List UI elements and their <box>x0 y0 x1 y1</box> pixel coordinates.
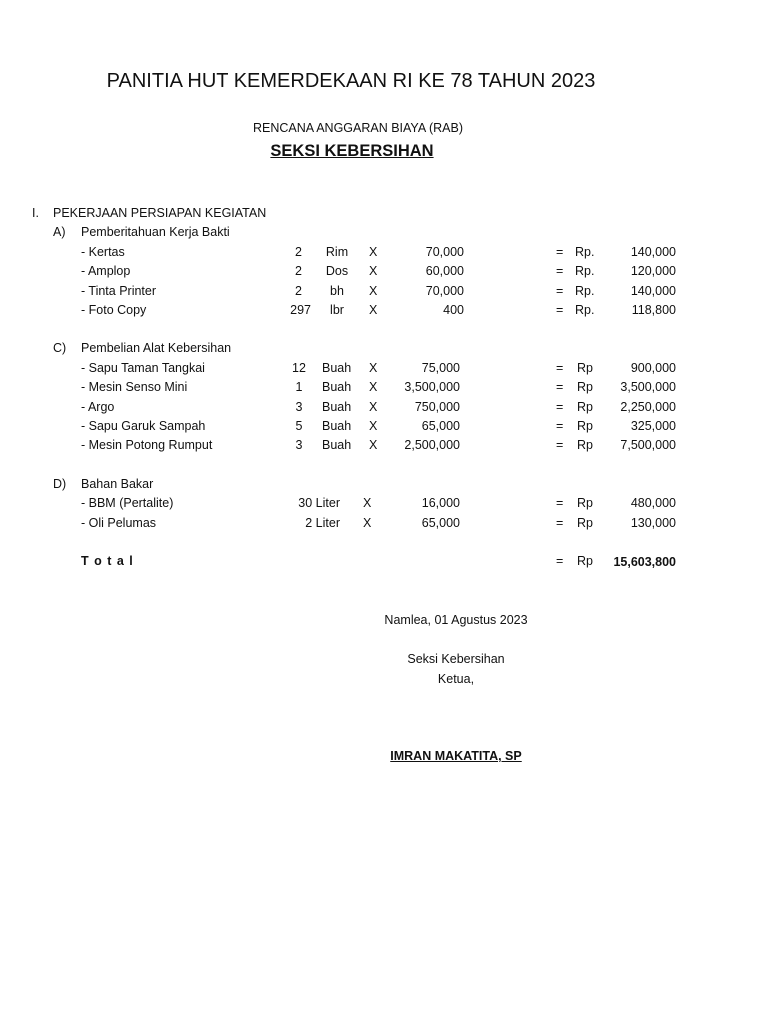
group-title: Pembelian Alat Kebersihan <box>81 341 232 355</box>
multiply-sign: X <box>369 361 378 375</box>
item-qty: 3 <box>295 400 303 414</box>
part-title: PEKERJAAN PERSIAPAN KEGIATAN <box>53 206 267 220</box>
item-name: - Tinta Printer <box>81 284 157 298</box>
multiply-sign: X <box>369 380 378 394</box>
equals-sign: = <box>556 303 564 317</box>
item-name: - Oli Pelumas <box>81 516 157 530</box>
item-qty: 1 <box>295 380 303 394</box>
multiply-sign: X <box>369 284 378 298</box>
item-price: 60,000 <box>425 264 464 278</box>
equals-sign: = <box>556 361 564 375</box>
multiply-sign: X <box>369 438 378 452</box>
item-qty: 3 <box>295 438 303 452</box>
item-total: 2,250,000 <box>620 400 676 414</box>
multiply-sign: X <box>369 400 378 414</box>
document-subtitle: RENCANA ANGGARAN BIAYA (RAB) <box>252 121 463 135</box>
item-qty: 2 <box>295 264 302 278</box>
item-unit: Buah <box>322 400 352 414</box>
item-price: 2,500,000 <box>404 438 460 452</box>
item-qty: 297 <box>290 303 311 317</box>
currency: Rp <box>577 554 593 568</box>
item-qty: 2 <box>295 245 302 259</box>
item-price: 3,500,000 <box>404 380 460 394</box>
item-name: - BBM (Pertalite) <box>81 496 174 510</box>
item-name: - Argo <box>81 400 115 414</box>
equals-sign: = <box>556 438 564 452</box>
multiply-sign: X <box>369 245 378 259</box>
item-price: 16,000 <box>421 496 460 510</box>
equals-sign: = <box>556 554 564 568</box>
currency: Rp. <box>575 245 595 259</box>
item-qty: 5 <box>295 419 303 433</box>
item-total: 140,000 <box>630 284 676 298</box>
item-unit: Dos <box>325 264 349 278</box>
multiply-sign: X <box>363 496 372 510</box>
currency: Rp <box>577 516 593 530</box>
item-unit: Buah <box>322 438 352 452</box>
currency: Rp. <box>575 264 595 278</box>
multiply-sign: X <box>369 303 378 317</box>
currency: Rp <box>577 419 593 433</box>
equals-sign: = <box>556 419 564 433</box>
item-name: - Sapu Taman Tangkai <box>81 361 205 375</box>
item-total: 118,800 <box>631 303 676 317</box>
item-total: 140,000 <box>630 245 676 259</box>
group-title: Bahan Bakar <box>81 477 154 491</box>
item-price: 65,000 <box>421 516 460 530</box>
item-name: - Mesin Potong Rumput <box>81 438 213 452</box>
item-name: - Kertas <box>81 245 125 259</box>
currency: Rp. <box>575 303 595 317</box>
equals-sign: = <box>556 284 564 298</box>
group-letter: D) <box>53 477 67 491</box>
item-qty: 30 Liter <box>298 496 340 510</box>
item-qty: 2 <box>295 284 302 298</box>
item-name: - Foto Copy <box>81 303 147 317</box>
equals-sign: = <box>556 496 564 510</box>
currency: Rp <box>577 400 593 414</box>
item-name: - Sapu Garuk Sampah <box>81 419 206 433</box>
item-unit: Buah <box>322 419 352 433</box>
signatory-unit: Seksi Kebersihan <box>407 652 505 666</box>
equals-sign: = <box>556 380 564 394</box>
equals-sign: = <box>556 245 564 259</box>
item-unit: lbr <box>330 303 344 317</box>
signatory-name: IMRAN MAKATITA, SP <box>390 749 522 763</box>
equals-sign: = <box>556 264 564 278</box>
item-total: 900,000 <box>630 361 676 375</box>
currency: Rp <box>577 380 593 394</box>
item-total: 480,000 <box>630 496 676 510</box>
item-qty: 2 Liter <box>305 516 340 530</box>
item-unit: Buah <box>322 380 352 394</box>
group-letter: C) <box>53 341 67 355</box>
item-price: 75,000 <box>421 361 460 375</box>
item-total: 325,000 <box>630 419 676 433</box>
item-price: 400 <box>443 303 464 317</box>
currency: Rp <box>577 438 593 452</box>
signatory-role: Ketua, <box>437 672 475 686</box>
item-unit: Buah <box>322 361 352 375</box>
group-letter: A) <box>53 225 66 239</box>
section-title: SEKSI KEBERSIHAN <box>270 142 434 160</box>
item-total: 3,500,000 <box>620 380 676 394</box>
currency: Rp <box>577 361 593 375</box>
item-price: 70,000 <box>425 284 464 298</box>
item-price: 65,000 <box>421 419 460 433</box>
currency: Rp. <box>575 284 595 298</box>
part-number: I. <box>32 206 39 220</box>
item-total: 7,500,000 <box>620 438 676 452</box>
total-label: T o t a l <box>81 554 134 568</box>
total-value: 15,603,800 <box>613 555 676 569</box>
multiply-sign: X <box>363 516 372 530</box>
item-price: 750,000 <box>414 400 460 414</box>
item-total: 120,000 <box>630 264 676 278</box>
item-name: - Mesin Senso Mini <box>81 380 188 394</box>
item-total: 130,000 <box>630 516 676 530</box>
group-title: Pemberitahuan Kerja Bakti <box>81 225 230 239</box>
item-unit: Rim <box>325 245 349 259</box>
item-unit: bh <box>330 284 344 298</box>
item-name: - Amplop <box>81 264 131 278</box>
document-title: PANITIA HUT KEMERDEKAAN RI KE 78 TAHUN 2023 <box>106 70 596 92</box>
place-date: Namlea, 01 Agustus 2023 <box>384 613 528 627</box>
item-price: 70,000 <box>425 245 464 259</box>
equals-sign: = <box>556 516 564 530</box>
item-qty: 12 <box>292 361 306 375</box>
currency: Rp <box>577 496 593 510</box>
multiply-sign: X <box>369 264 378 278</box>
equals-sign: = <box>556 400 564 414</box>
multiply-sign: X <box>369 419 378 433</box>
